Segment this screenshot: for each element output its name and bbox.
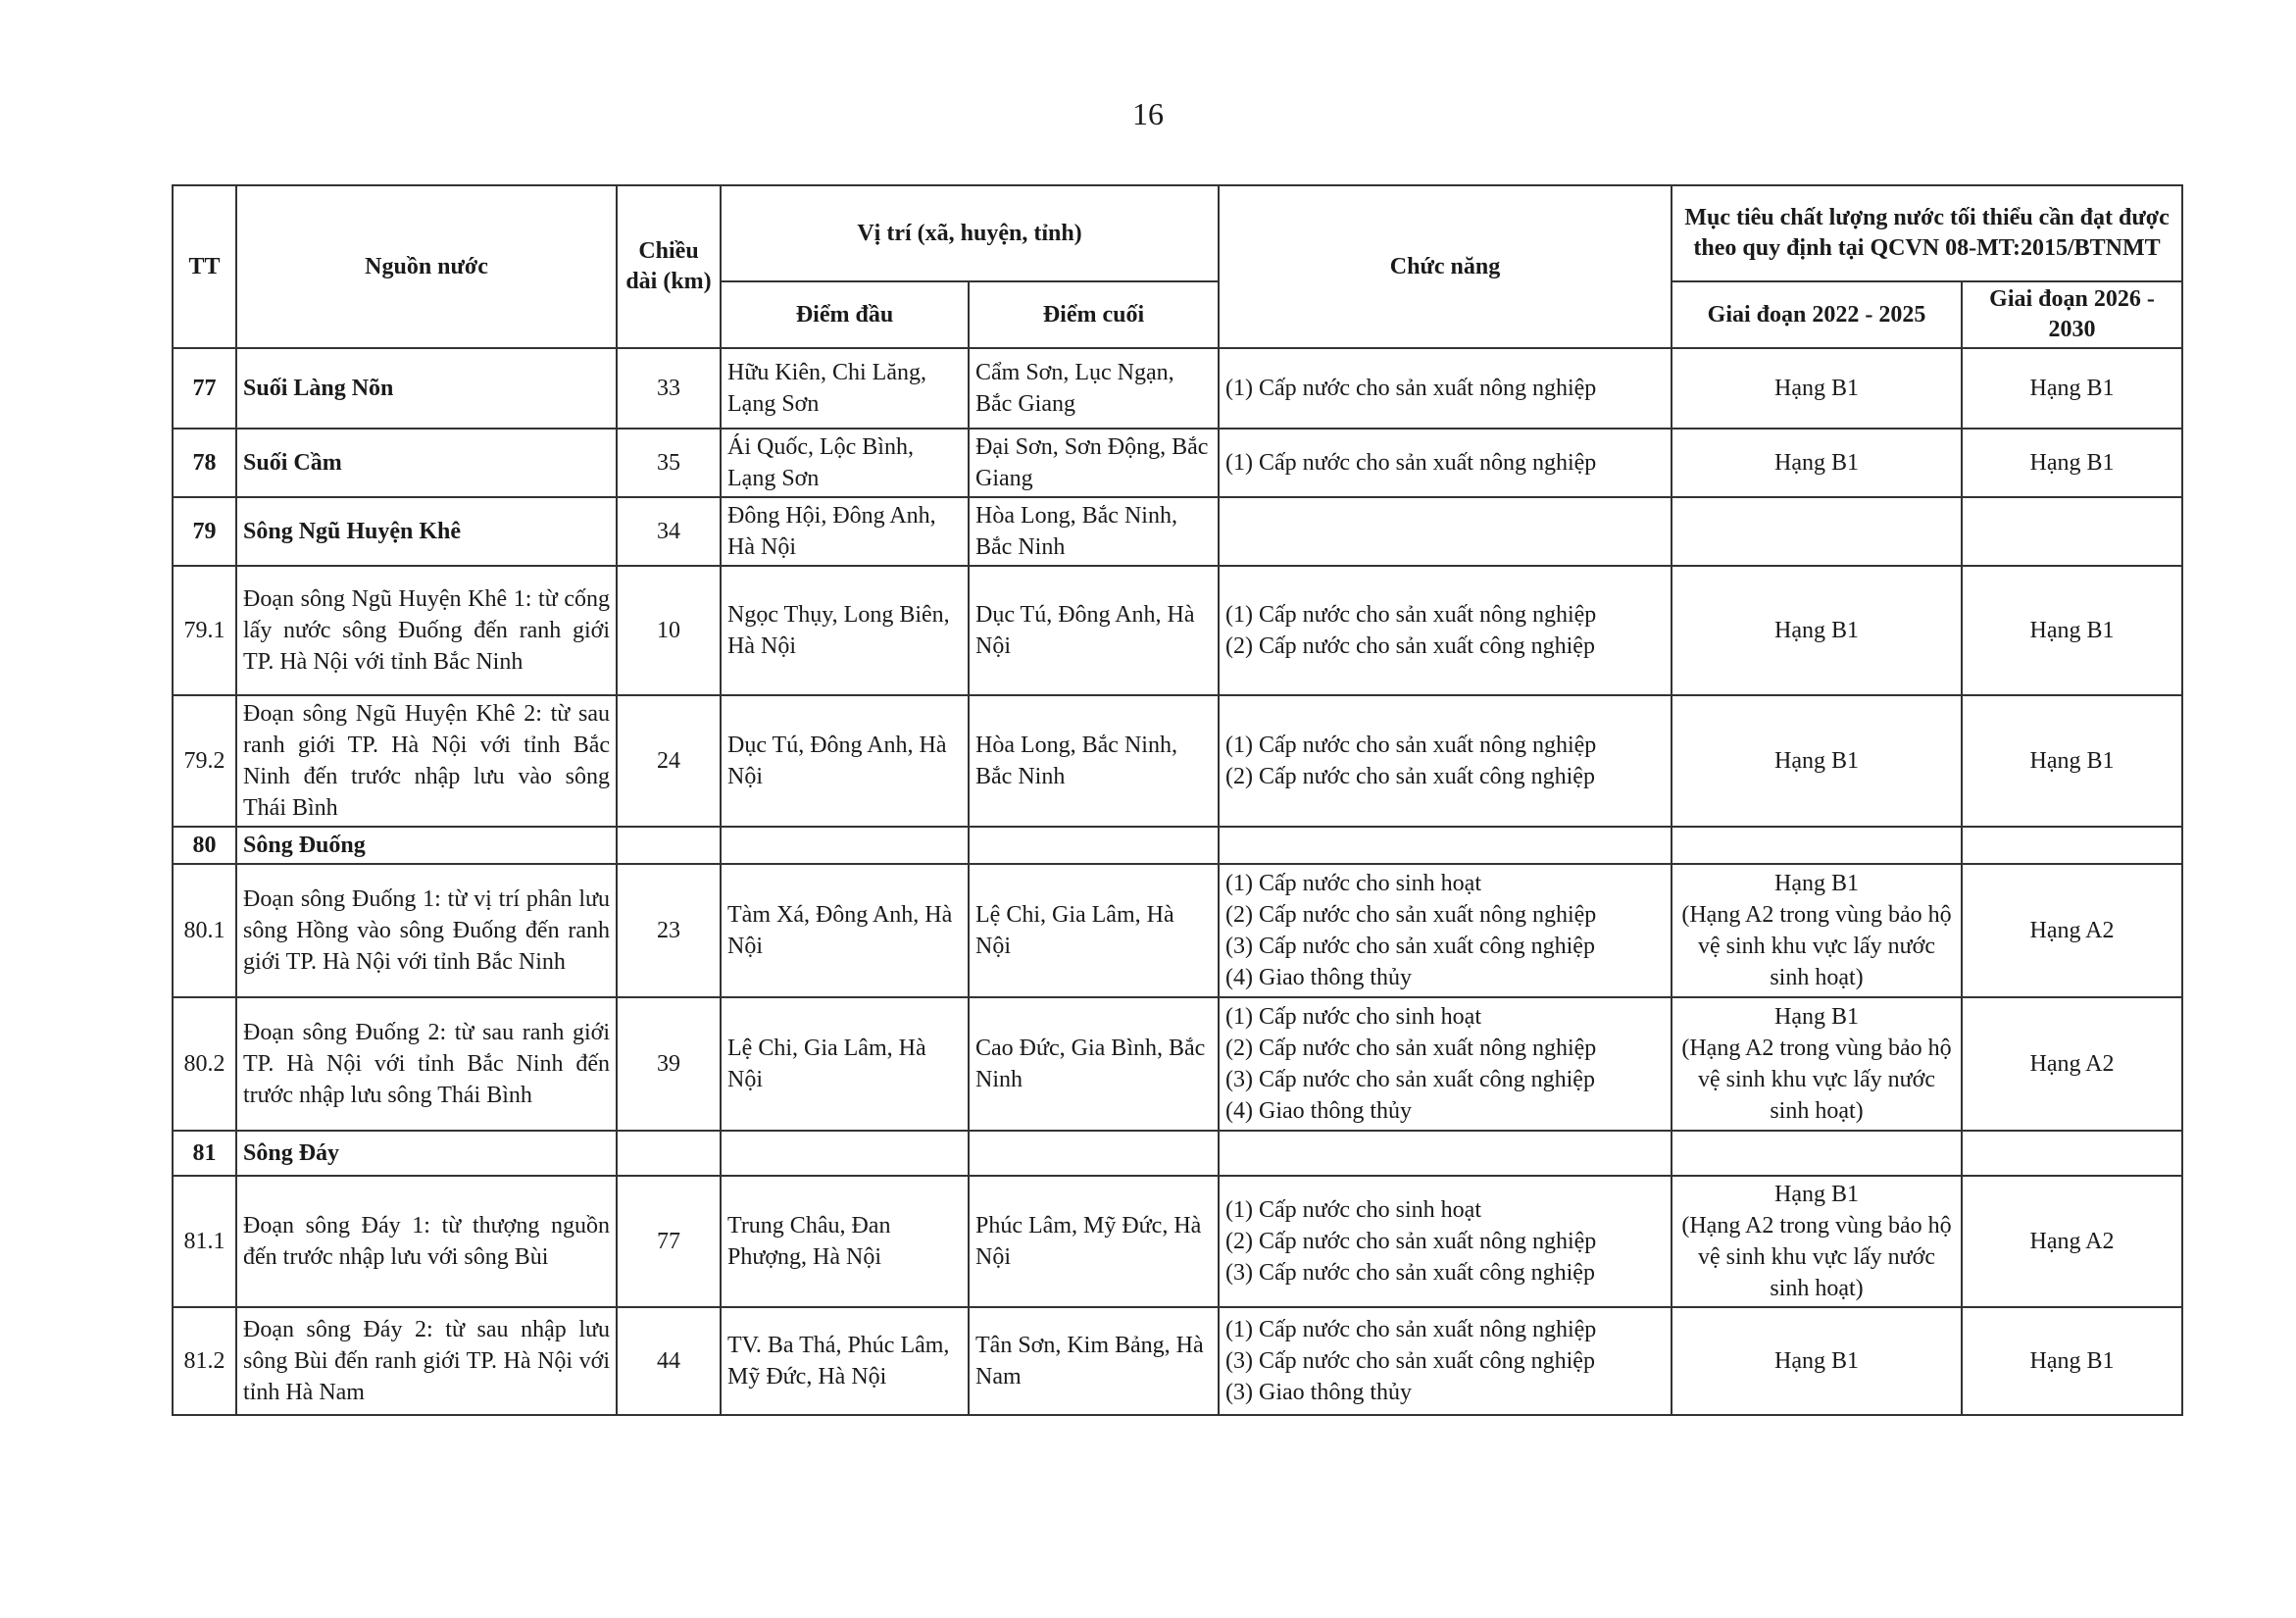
table-row [173,827,2182,864]
target-class-text: Hạng B1 [1774,871,1860,896]
row-source-name: Sông Đuống [236,827,617,864]
header-function: Chức năng [1219,185,1672,348]
row-tt: 81.2 [173,1307,236,1415]
header-end: Điểm cuối [969,281,1219,348]
row-target-period-1 [1672,497,1962,566]
row-length: 39 [617,997,721,1131]
table-row [173,997,2182,1131]
row-start-point: Đông Hội, Đông Anh, Hà Nội [721,497,969,566]
row-end-point: Hòa Long, Bắc Ninh, Bắc Ninh [969,497,1219,566]
row-target-period-2: Hạng B1 [1962,429,2182,497]
table-row [173,695,2182,827]
table-row [173,566,2182,695]
row-source-name: Đoạn sông Đáy 2: từ sau nhập lưu sông Bùi đến ranh giới TP. Hà Nội với tỉnh Hà Nam [236,1307,617,1415]
row-source-name: Sông Ngũ Huyện Khê [236,497,617,566]
table-row [173,864,2182,997]
row-end-point: Dục Tú, Đông Anh, Hà Nội [969,566,1219,695]
function-item: (1) Cấp nước cho sinh hoạt [1225,1197,1481,1223]
row-tt: 80.2 [173,997,236,1131]
table-row [173,497,2182,566]
function-item: (2) Cấp nước cho sản xuất công nghiệp [1225,633,1595,659]
row-length: 10 [617,566,721,695]
row-end-point: Cao Đức, Gia Bình, Bắc Ninh [969,997,1219,1131]
row-source-name: Suối Làng Nõn [236,348,617,429]
row-end-point [969,827,1219,864]
row-end-point [969,1131,1219,1176]
row-end-point: Tân Sơn, Kim Bảng, Hà Nam [969,1307,1219,1415]
row-length: 34 [617,497,721,566]
row-source-name: Đoạn sông Đuống 2: từ sau ranh giới TP. Hà Nội với tỉnh Bắc Ninh đến trước nhập lưu sông Thái Bình [236,997,617,1131]
row-start-point: Dục Tú, Đông Anh, Hà Nội [721,695,969,827]
table-row [173,429,2182,497]
row-start-point: Ái Quốc, Lộc Bình, Lạng Sơn [721,429,969,497]
row-source-name: Đoạn sông Ngũ Huyện Khê 1: từ cống lấy nước sông Đuống đến ranh giới TP. Hà Nội với tỉnh Bắc Ninh [236,566,617,695]
function-item: (1) Cấp nước cho sản xuất nông nghiệp [1225,602,1597,628]
row-target-period-2: Hạng B1 [1962,695,2182,827]
page-number: 16 [1132,96,1164,131]
row-end-point: Lệ Chi, Gia Lâm, Hà Nội [969,864,1219,997]
target-class-text: Hạng B1 [1774,618,1860,643]
row-target-period-1 [1672,1131,1962,1176]
row-functions [1219,1176,1672,1307]
row-source-name: Suối Cầm [236,429,617,497]
target-class-text: Hạng B1 [1774,1182,1860,1207]
row-target-period-1 [1672,695,1962,827]
function-item: (3) Cấp nước cho sản xuất công nghiệp [1225,1260,1595,1286]
row-end-point: Cẩm Sơn, Lục Ngạn, Bắc Giang [969,348,1219,429]
row-start-point: Ngọc Thụy, Long Biên, Hà Nội [721,566,969,695]
header-length: Chiều dài (km) [617,185,721,348]
header-period-2: Giai đoạn 2026 - 2030 [1962,281,2182,348]
row-functions [1219,497,1672,566]
function-item: (4) Giao thông thủy [1225,965,1412,990]
table-row [173,1176,2182,1307]
row-tt: 80 [173,827,236,864]
row-tt: 79.2 [173,695,236,827]
header-period-1: Giai đoạn 2022 - 2025 [1672,281,1962,348]
target-class-text: Hạng B1 [1774,376,1860,401]
row-target-period-2: Hạng B1 [1962,566,2182,695]
row-functions [1219,695,1672,827]
target-class-text: (Hạng A2 trong vùng bảo hộ vệ sinh khu vực lấy nước sinh hoạt) [1681,902,1952,990]
header-tt: TT [173,185,236,348]
function-item: (1) Cấp nước cho sản xuất nông nghiệp [1225,733,1597,758]
function-item: (3) Cấp nước cho sản xuất công nghiệp [1225,1067,1595,1092]
row-target-period-1 [1672,864,1962,997]
function-item: (1) Cấp nước cho sinh hoạt [1225,1004,1481,1030]
row-functions [1219,1131,1672,1176]
row-tt: 79 [173,497,236,566]
function-item: (1) Cấp nước cho sản xuất nông nghiệp [1225,450,1597,476]
row-tt: 81 [173,1131,236,1176]
row-length: 24 [617,695,721,827]
function-item: (2) Cấp nước cho sản xuất công nghiệp [1225,764,1595,789]
row-target-period-2: Hạng B1 [1962,348,2182,429]
row-functions [1219,1307,1672,1415]
target-class-text: Hạng B1 [1774,748,1860,774]
row-target-period-1 [1672,1176,1962,1307]
row-source-name: Đoạn sông Ngũ Huyện Khê 2: từ sau ranh giới TP. Hà Nội với tỉnh Bắc Ninh đến trước nhập lưu vào sông Thái Bình [236,695,617,827]
header-target: Mục tiêu chất lượng nước tối thiểu cần đạt được theo quy định tại QCVN 08-MT:2015/BTNMT [1672,185,2182,281]
row-length: 44 [617,1307,721,1415]
function-item: (4) Giao thông thủy [1225,1098,1412,1124]
function-item: (2) Cấp nước cho sản xuất nông nghiệp [1225,1229,1597,1254]
row-source-name: Đoạn sông Đuống 1: từ vị trí phân lưu sông Hồng vào sông Đuống đến ranh giới TP. Hà Nội với tỉnh Bắc Ninh [236,864,617,997]
row-target-period-1 [1672,566,1962,695]
row-target-period-2: Hạng A2 [1962,1176,2182,1307]
row-length: 33 [617,348,721,429]
row-start-point: Hữu Kiên, Chi Lăng, Lạng Sơn [721,348,969,429]
target-class-text: Hạng B1 [1774,450,1860,476]
row-length: 23 [617,864,721,997]
function-item: (3) Cấp nước cho sản xuất công nghiệp [1225,1348,1595,1374]
function-item: (1) Cấp nước cho sản xuất nông nghiệp [1225,1317,1597,1342]
target-class-text: Hạng B1 [1774,1348,1860,1374]
header-location: Vị trí (xã, huyện, tỉnh) [721,185,1219,281]
row-target-period-1 [1672,1307,1962,1415]
table-row [173,1307,2182,1415]
row-target-period-2 [1962,827,2182,864]
row-tt: 81.1 [173,1176,236,1307]
row-functions [1219,827,1672,864]
row-start-point: Trung Châu, Đan Phượng, Hà Nội [721,1176,969,1307]
row-target-period-1 [1672,827,1962,864]
header-source: Nguồn nước [236,185,617,348]
function-item: (1) Cấp nước cho sản xuất nông nghiệp [1225,376,1597,401]
function-item: (3) Giao thông thủy [1225,1380,1412,1405]
row-functions [1219,864,1672,997]
target-class-text: (Hạng A2 trong vùng bảo hộ vệ sinh khu vực lấy nước sinh hoạt) [1681,1213,1952,1301]
row-target-period-2: Hạng A2 [1962,864,2182,997]
row-start-point: Tàm Xá, Đông Anh, Hà Nội [721,864,969,997]
row-target-period-1 [1672,348,1962,429]
row-target-period-1 [1672,997,1962,1131]
target-class-text: Hạng B1 [1774,1004,1860,1030]
row-functions [1219,348,1672,429]
row-start-point [721,827,969,864]
row-functions [1219,566,1672,695]
function-item: (3) Cấp nước cho sản xuất công nghiệp [1225,934,1595,959]
row-length: 77 [617,1176,721,1307]
function-item: (1) Cấp nước cho sinh hoạt [1225,871,1481,896]
row-tt: 79.1 [173,566,236,695]
row-source-name: Sông Đáy [236,1131,617,1176]
row-length: 35 [617,429,721,497]
function-item: (2) Cấp nước cho sản xuất nông nghiệp [1225,1036,1597,1061]
row-length [617,827,721,864]
row-tt: 80.1 [173,864,236,997]
row-target-period-1 [1672,429,1962,497]
row-start-point: TV. Ba Thá, Phúc Lâm, Mỹ Đức, Hà Nội [721,1307,969,1415]
row-target-period-2: Hạng A2 [1962,997,2182,1131]
row-target-period-2: Hạng B1 [1962,1307,2182,1415]
row-target-period-2 [1962,497,2182,566]
row-length [617,1131,721,1176]
row-start-point: Lệ Chi, Gia Lâm, Hà Nội [721,997,969,1131]
row-tt: 78 [173,429,236,497]
table-row [173,348,2182,429]
row-tt: 77 [173,348,236,429]
table-row [173,1131,2182,1176]
row-functions [1219,997,1672,1131]
row-target-period-2 [1962,1131,2182,1176]
row-functions [1219,429,1672,497]
function-item: (2) Cấp nước cho sản xuất nông nghiệp [1225,902,1597,928]
row-end-point: Phúc Lâm, Mỹ Đức, Hà Nội [969,1176,1219,1307]
target-class-text: (Hạng A2 trong vùng bảo hộ vệ sinh khu vực lấy nước sinh hoạt) [1681,1036,1952,1124]
water-quality-table [172,184,2183,1416]
header-start: Điểm đầu [721,281,969,348]
row-end-point: Hòa Long, Bắc Ninh, Bắc Ninh [969,695,1219,827]
row-start-point [721,1131,969,1176]
row-end-point: Đại Sơn, Sơn Động, Bắc Giang [969,429,1219,497]
table-body [173,348,2182,1415]
row-source-name: Đoạn sông Đáy 1: từ thượng nguồn đến trước nhập lưu với sông Bùi [236,1176,617,1307]
